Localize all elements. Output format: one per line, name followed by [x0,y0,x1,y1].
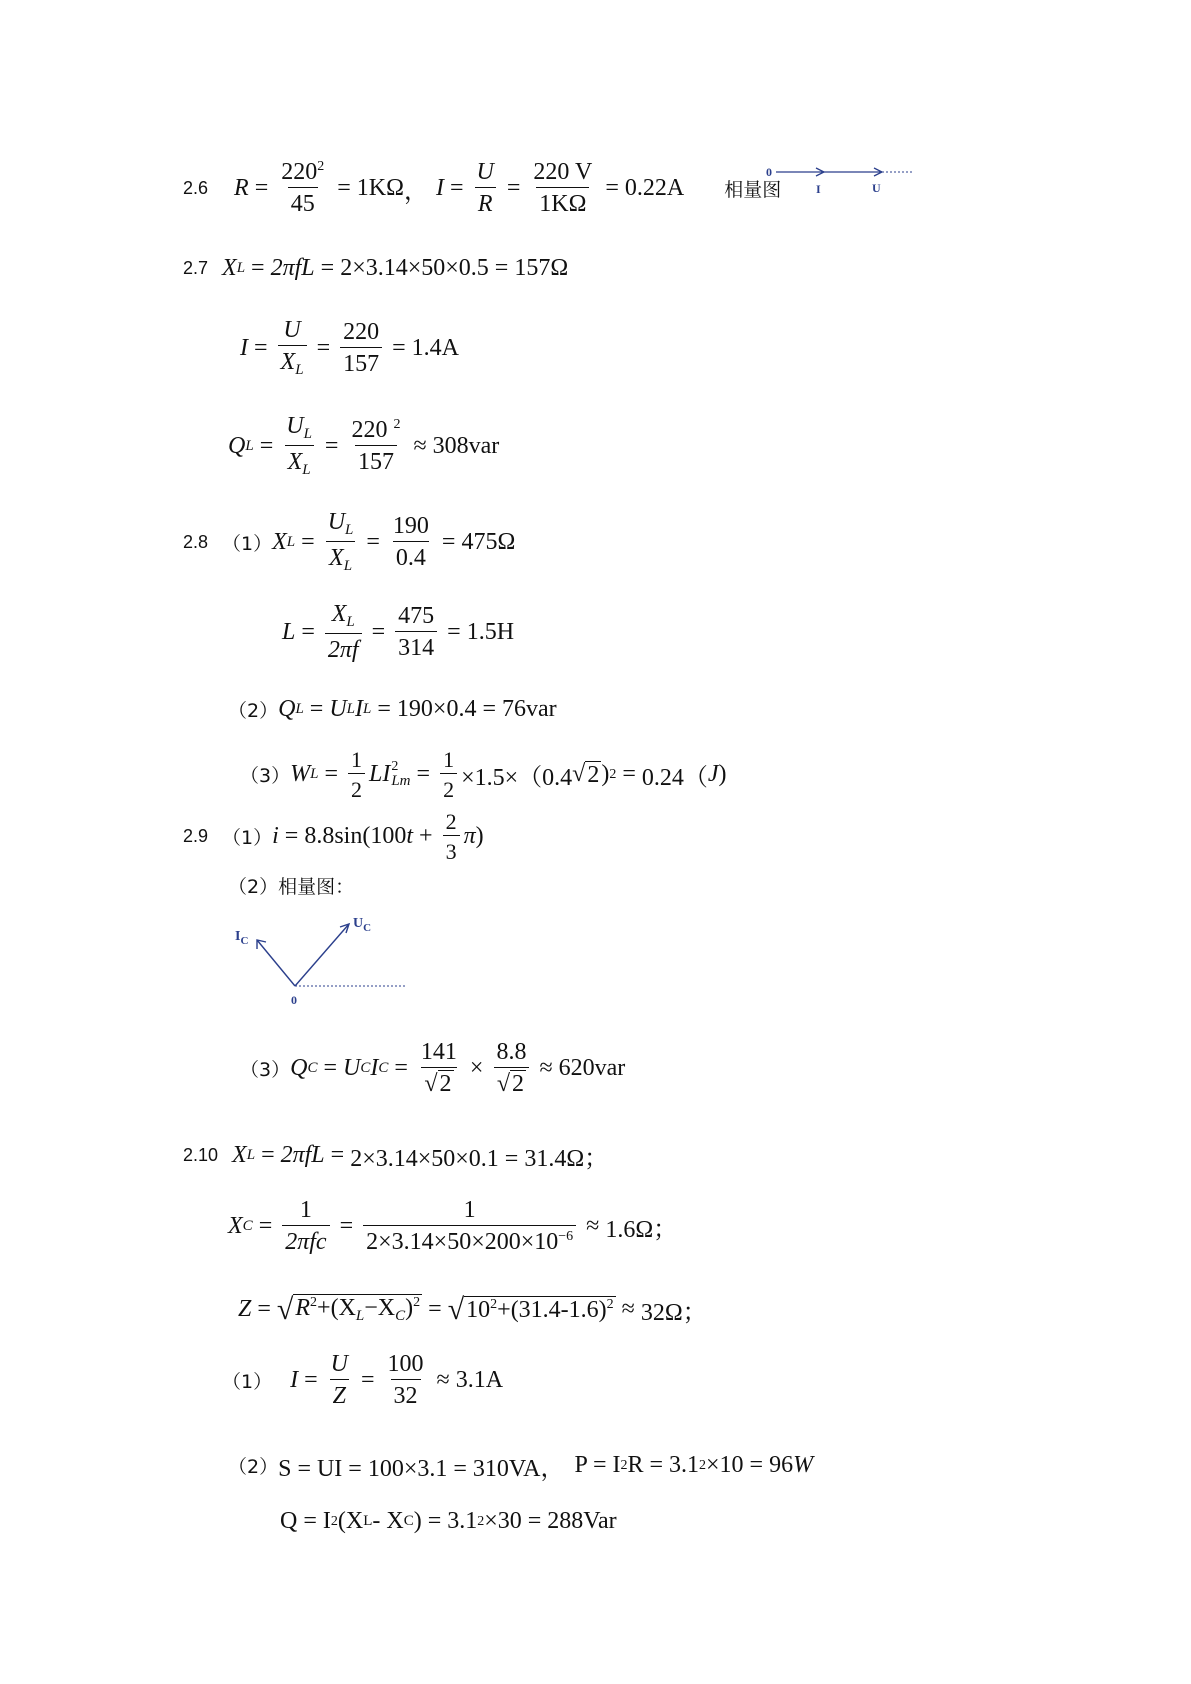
fraction: $\frac{X_L}{2\pi f}$ [325,602,362,663]
fraction: $\frac{220^2}{45}$ [281,159,325,218]
result: 1.6Ω； [605,1217,678,1244]
fraction: $\frac{U}{Z}$ [330,1351,348,1410]
fraction: $\frac{1}{2\times 3.14\times 50\times 200\times 10^{-6}}$ [363,1198,576,1255]
fraction: $\frac{220}{157}$ [340,320,382,377]
fraction: $\frac{220 ^2}{157}$ [351,416,401,475]
problem-2-9-line1: 2.9 （1） i = 8.8sin(100 t + $\frac{2}{3}$ π ) [183,809,484,865]
problem-number: 2.8 [183,531,209,552]
fraction: $\frac{U_L}{X_L}$ [327,509,354,574]
fraction: $\frac{475}{314}$ [395,604,437,661]
phasor-uc-line [295,924,349,986]
phasor-i-label: I [816,182,821,196]
result: 1.4A [411,334,459,361]
problem-number: 2.6 [183,178,209,199]
fraction: $\frac{2}{3}$ [443,810,460,863]
origin-label: 0 [766,165,772,179]
fraction: $\frac{U_L}{X_L}$ [286,413,312,478]
origin-label: 0 [291,993,297,1007]
problem-2-8-part2: （2） Q L = U L I L = 190×0.4 = 76var [228,696,557,722]
fraction: $\frac{1}{2}$ [348,748,365,801]
problem-2-10-part1: （1） I = $\frac{U}{Z}$ = $\frac{100}{32}$ ≈ 3.1A [222,1351,504,1410]
problem-2-7-line1: 2.7 X L = 2πfL = 2×3.14×50×0.5 = 157Ω [183,255,569,281]
result: 190×0.4 = 76var [396,696,557,722]
phasor-ic-line [257,940,295,986]
problem-2-9-part2 [228,872,354,899]
calculation: 2×3.14×50×0.1 = 31.4Ω； [350,1146,609,1172]
fraction: $\frac{141}{√2}$ [420,1039,457,1098]
result: 1KΩ [356,175,404,202]
problem-2-6: 2.6 R = $\frac{220^2}{45}$ = 1KΩ ， I = $\frac{U}{R}$ = $\frac{220 V}{1K\Omega}$ = 0.22A 相量图 [183,159,782,218]
result: 620var [558,1055,626,1082]
problem-2-7-current: I = $\frac{U}{X_L}$ = $\frac{220}{157}$ = 1.4A [240,317,459,379]
problem-2-7-reactive-power: Q L = $\frac{U_L}{X_L}$ = $\frac{220 ^2}{157}$ ≈ 308var [228,413,500,478]
result: 308var [432,432,500,459]
fraction: $\frac{1}{2}$ [440,748,457,801]
fraction: $\frac{100}{32}$ [387,1351,424,1410]
problem-2-8-inductance: L = $\frac{X_L}{2\pi f}$ = $\frac{475}{314}$ = 1.5H [282,601,515,663]
phasor-ic-label: $I_C$ [235,929,249,947]
phasor-caption: （2）相量图： [228,876,355,898]
problem-2-8-part3: （3） W L = $\frac{1}{2}$ LI 2 Lm = $\frac{1}{2}$ ×1.5×（0.4 √ 2 ) 2 = 0.24（ J ) [240,747,727,803]
problem-number: 2.10 [183,1145,219,1165]
var-i: I [435,175,444,202]
result: 0.22A [624,175,685,202]
result: 32Ω； [640,1300,707,1326]
var-r: R [234,175,249,202]
problem-2-10-reactive: Q = I 2 (X L - X C ) = 3.1 2 ×30 = 288Var [280,1508,617,1534]
problem-2-10-xc: X C = $\frac{1}{\text{2πfc}}$ = $\frac{1}{2\times 3.14\times 50\times 200\times 10^{-6}}$ ≈ 1.6Ω； [228,1197,678,1256]
phasor-diagram-2-6 [760,160,920,200]
phasor-label: 相量图 [724,179,782,202]
problem-2-9-part3: （3） Q C = U C I C = $\frac{141}{√2}$ × $\frac{8.8}{√2}$ ≈ 620var [240,1039,626,1098]
problem-2-10-part2: （2） S = UI = 100×3.1 = 310VA， P = I 2 R = 3.1 2 ×10 = 96 W [228,1452,814,1482]
result: 1.5H [466,618,515,645]
problem-2-10-line1: 2.10 X L = 2πfL = 2×3.14×50×0.1 = 31.4Ω； [183,1138,608,1173]
calculation: 2×3.14×50×0.5 = 157Ω [340,255,569,281]
problem-2-10-impedance: Z = √ $R^2+(X_L-X_C)^2$ = √ $10^2+(31.4-1.6)^2$ ≈ 32Ω； [238,1292,707,1326]
fraction: $\frac{1}{\text{2πfc}}$ [282,1198,329,1255]
fraction: $\frac{U}{R}$ [476,159,494,218]
result: 3.1A [455,1367,504,1394]
fraction: $\frac{8.8}{√2}$ [493,1040,529,1097]
phasor-uc-label: $U_C$ [353,916,372,934]
phasor-u-label: U [872,181,881,195]
problem-number: 2.9 [183,826,209,847]
fraction: $\frac{190}{0.4}$ [392,512,429,571]
fraction: $\frac{U}{X_L}$ [278,318,307,379]
fraction: $\frac{220 V}{1K\Omega}$ [533,159,593,218]
result: 475Ω [461,528,516,555]
problem-2-8-line1: 2.8 （1） X L = $\frac{U_L}{X_L}$ = $\frac{190}{0.4}$ = 475Ω [183,509,516,574]
phasor-diagram-2-9 [225,910,445,1010]
problem-number: 2.7 [183,258,209,278]
